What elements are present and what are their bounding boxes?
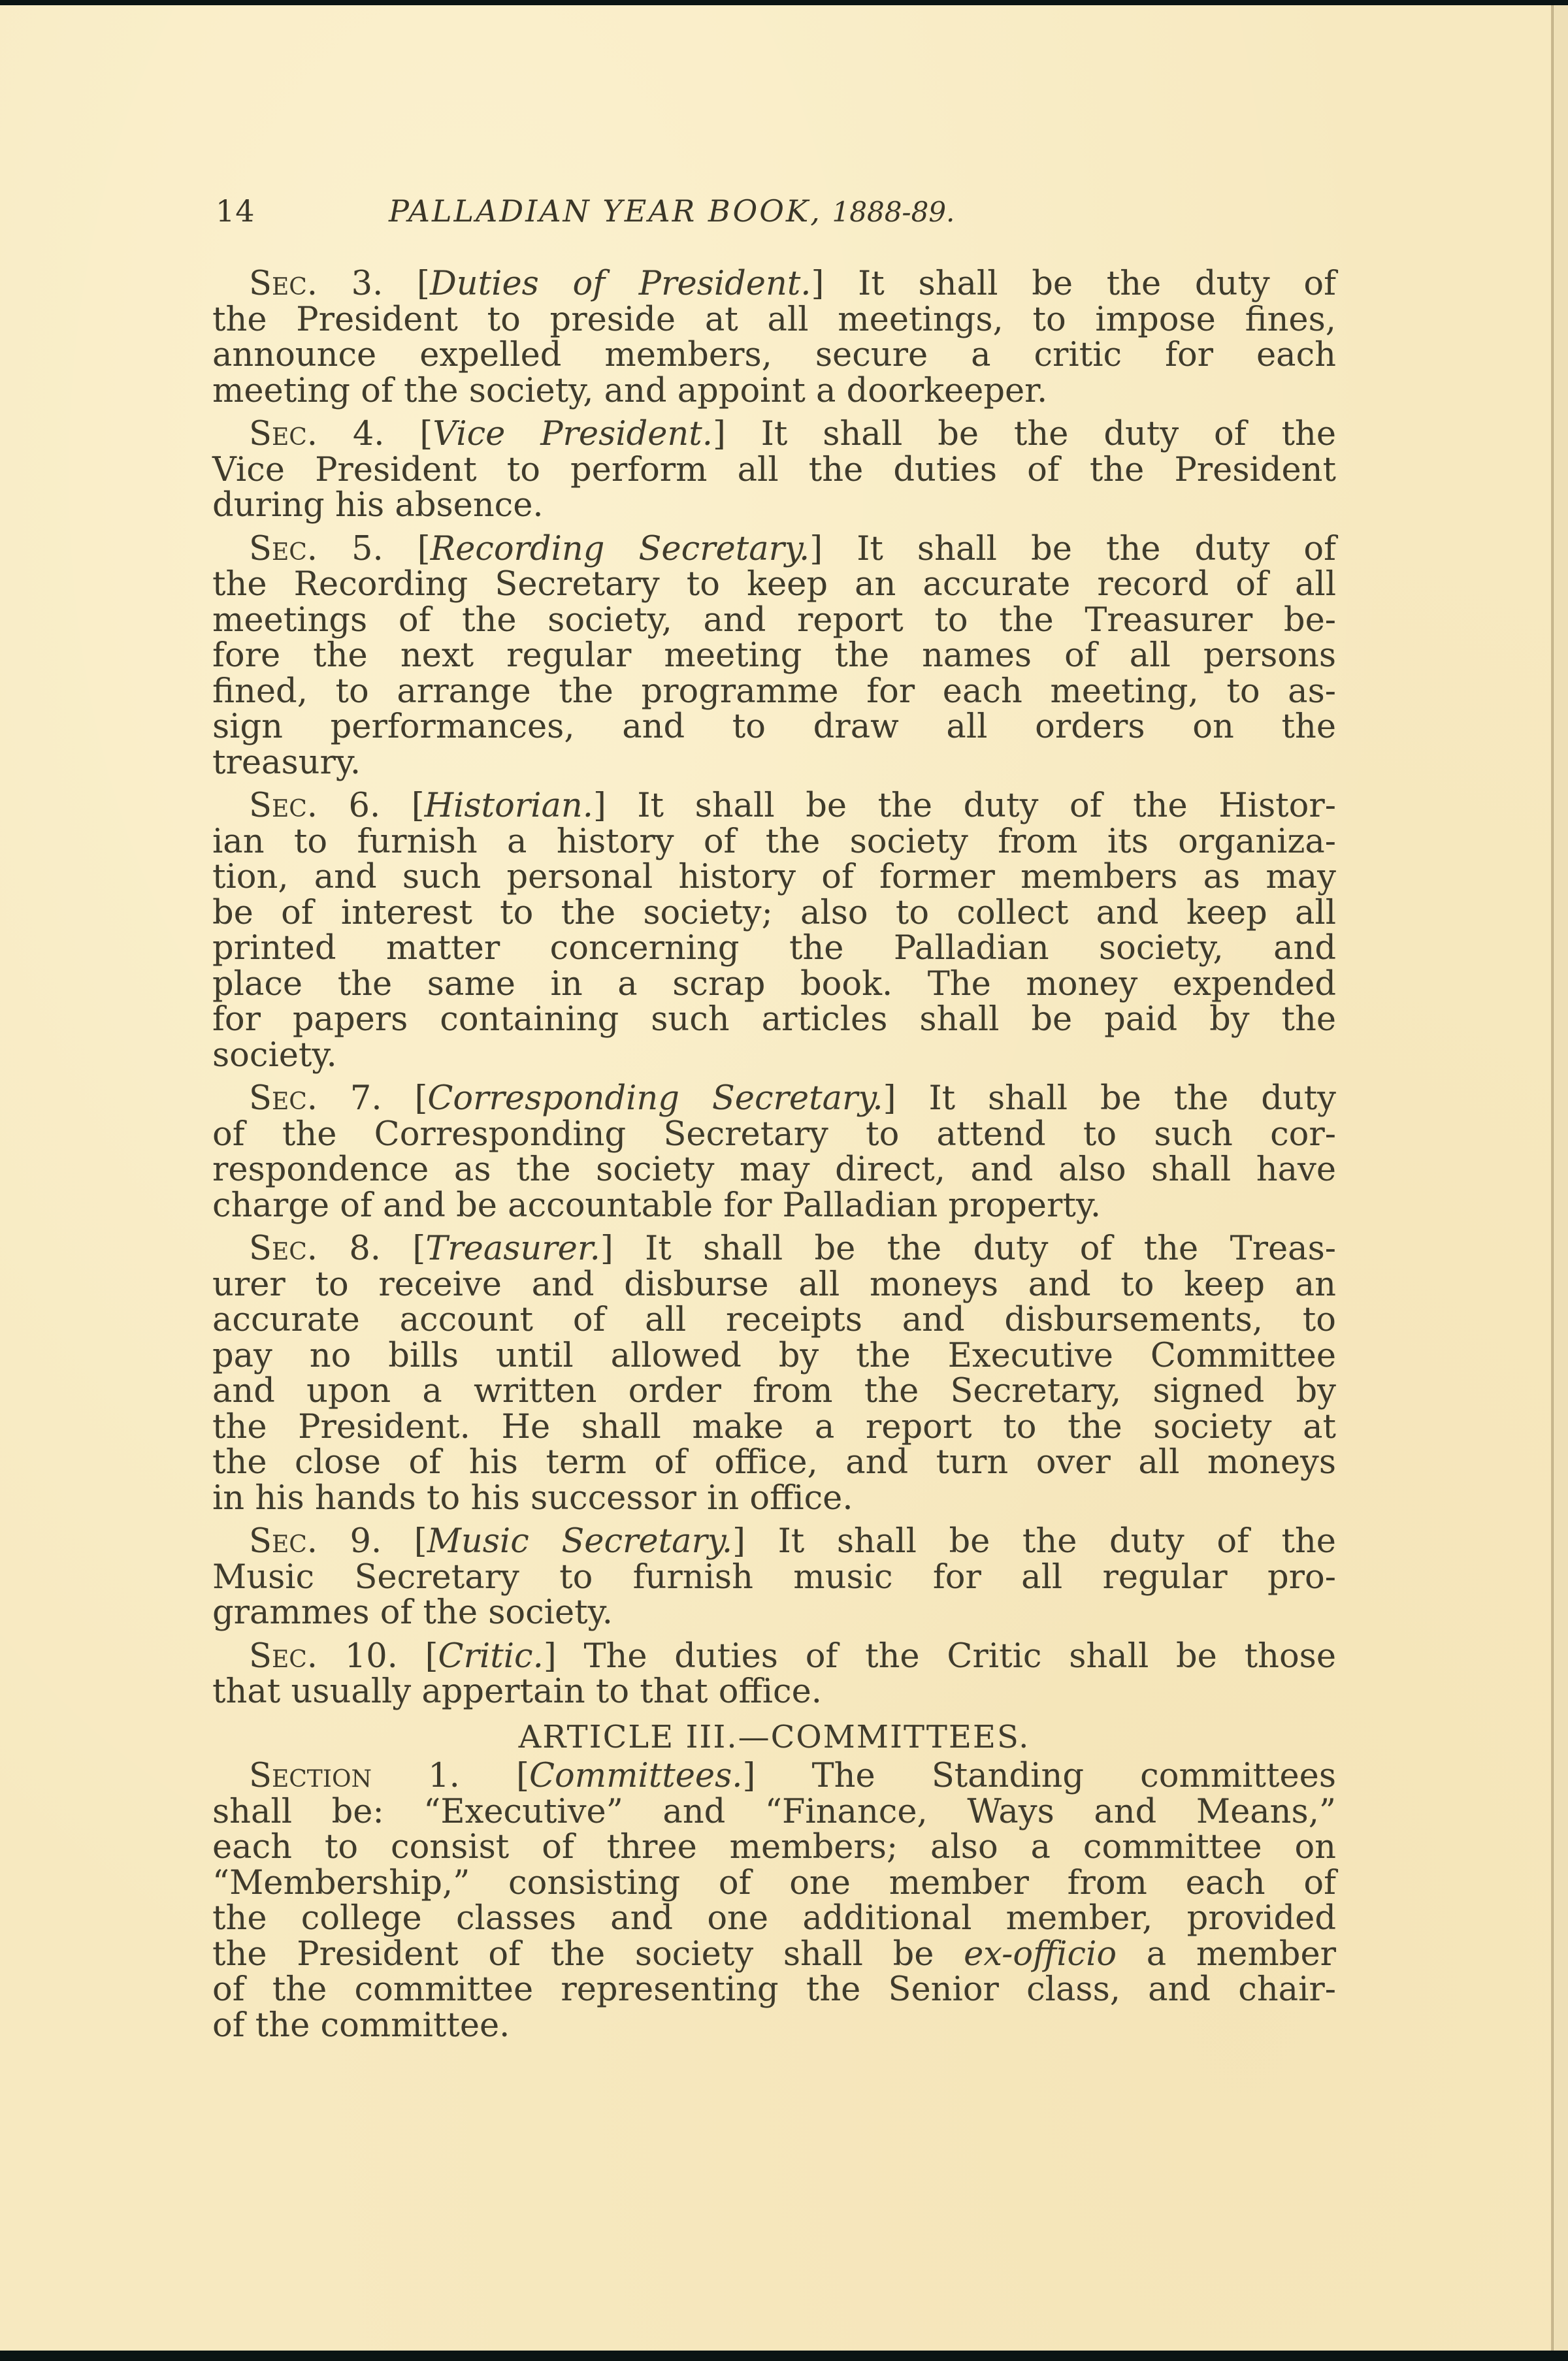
next-page-leaf <box>1553 5 1568 2351</box>
section-label: Sec. 9. <box>249 1522 382 1561</box>
section-label: Sec. 10. <box>249 1636 398 1676</box>
section-9: Sec. 9. [Music Secretary.] It shall be the duty of the Music Secretary to furnish music for all regular pro- grammes of the society. <box>212 1522 1336 1632</box>
section-10: Sec. 10. [Critic.] The duties of the Critic shall be those that usually appertain to that office. <box>212 1636 1337 1711</box>
section-label: Sec. 3. <box>249 265 384 303</box>
section-heading: Recording Secretary. <box>430 529 810 568</box>
section-8: Sec. 8. [Treasurer.] It shall be the duty of the Treas- urer to receive and disburse all moneys and to keep an accurate account of all receipts and disbursements, to pay no bills until allowed by the Executive Committee and upon a written order from the Secretary, signed by the President. He shall make a report to the society at the close of his term of office, and turn over all moneys in his hands to his successor in office. <box>212 1229 1336 1518</box>
section-label: Sec. 8. <box>249 1229 381 1268</box>
book-title: PALLADIAN YEAR BOOK, <box>389 193 822 229</box>
running-head <box>216 193 1379 229</box>
section-4: Sec. 4. [Vice President.] It shall be the duty of the Vice President to perform all the duties of the President during his absence. <box>212 415 1337 525</box>
article-3-section-1: Section 1. [Committees.] The Standing committees shall be: “Executive” and “Finance, Ways and Means,” each to consist of three members; also a committee on “Membership,” consisting of one member from each of the college classes and one additional member, provided the President of the society shall be ex-officio a member of the committee representing the Senior class, and chair- of the committee. <box>212 1757 1337 2045</box>
section-heading: Historian. <box>424 787 593 825</box>
section-label: Sec. 5. <box>249 529 384 568</box>
section-heading: Committees. <box>529 1757 743 1795</box>
section-label: Sec. 7. <box>249 1079 382 1118</box>
section-5: Sec. 5. [Recording Secretary.] It shall be the duty of the Recording Secretary to keep an accurate record of all meetings of the society, and report to the Treasurer be- fore the next regular meeting the names of all persons fined, to arrange the programme for each meeting, to as- sign performances, and to draw all orders on the treasury. <box>212 529 1337 782</box>
section-heading: Duties of President. <box>429 265 811 303</box>
book-page <box>0 5 1554 2351</box>
section-heading: Treasurer. <box>425 1229 600 1268</box>
section-6: Sec. 6. [Historian.] It shall be the duty of the Histor- ian to furnish a history of the society from its organiza- tion, and such personal history of former members as may be of interest to the society; also to collect and keep all printed matter concerning the Palladian society, and place the same in a scrap book. The money expended for papers containing such articles shall be paid by the society. <box>212 787 1336 1075</box>
section-heading: Corresponding Secretary. <box>427 1079 883 1118</box>
section-7: Sec. 7. [Corresponding Secretary.] It shall be the duty of the Corresponding Secretary to attend to such cor- respondence as the society may direct, and also shall have charge of and be accountable for Palladian property. <box>212 1079 1336 1225</box>
section-label: Sec. 4. <box>249 415 385 453</box>
section-heading: Music Secretary. <box>427 1522 733 1561</box>
section-heading: Critic. <box>438 1636 544 1676</box>
section-3: Sec. 3. [Duties of President.] It shall be the duty of the President to preside at all meetings, to impose fines, announce expelled members, secure a critic for each meeting of the society, and appoint a doorkeeper. <box>212 265 1336 410</box>
book-years: 1888-89. <box>832 196 955 228</box>
section-label: Sec. 6. <box>249 787 381 825</box>
section-label: Section 1. <box>249 1757 460 1795</box>
latin-term: ex-officio <box>964 1934 1117 1974</box>
page-number: 14 <box>216 193 255 229</box>
section-heading: Vice President. <box>433 415 713 453</box>
page-body <box>212 267 1336 2051</box>
article-heading: ARTICLE III.—COMMITTEES. <box>518 1718 1030 1755</box>
